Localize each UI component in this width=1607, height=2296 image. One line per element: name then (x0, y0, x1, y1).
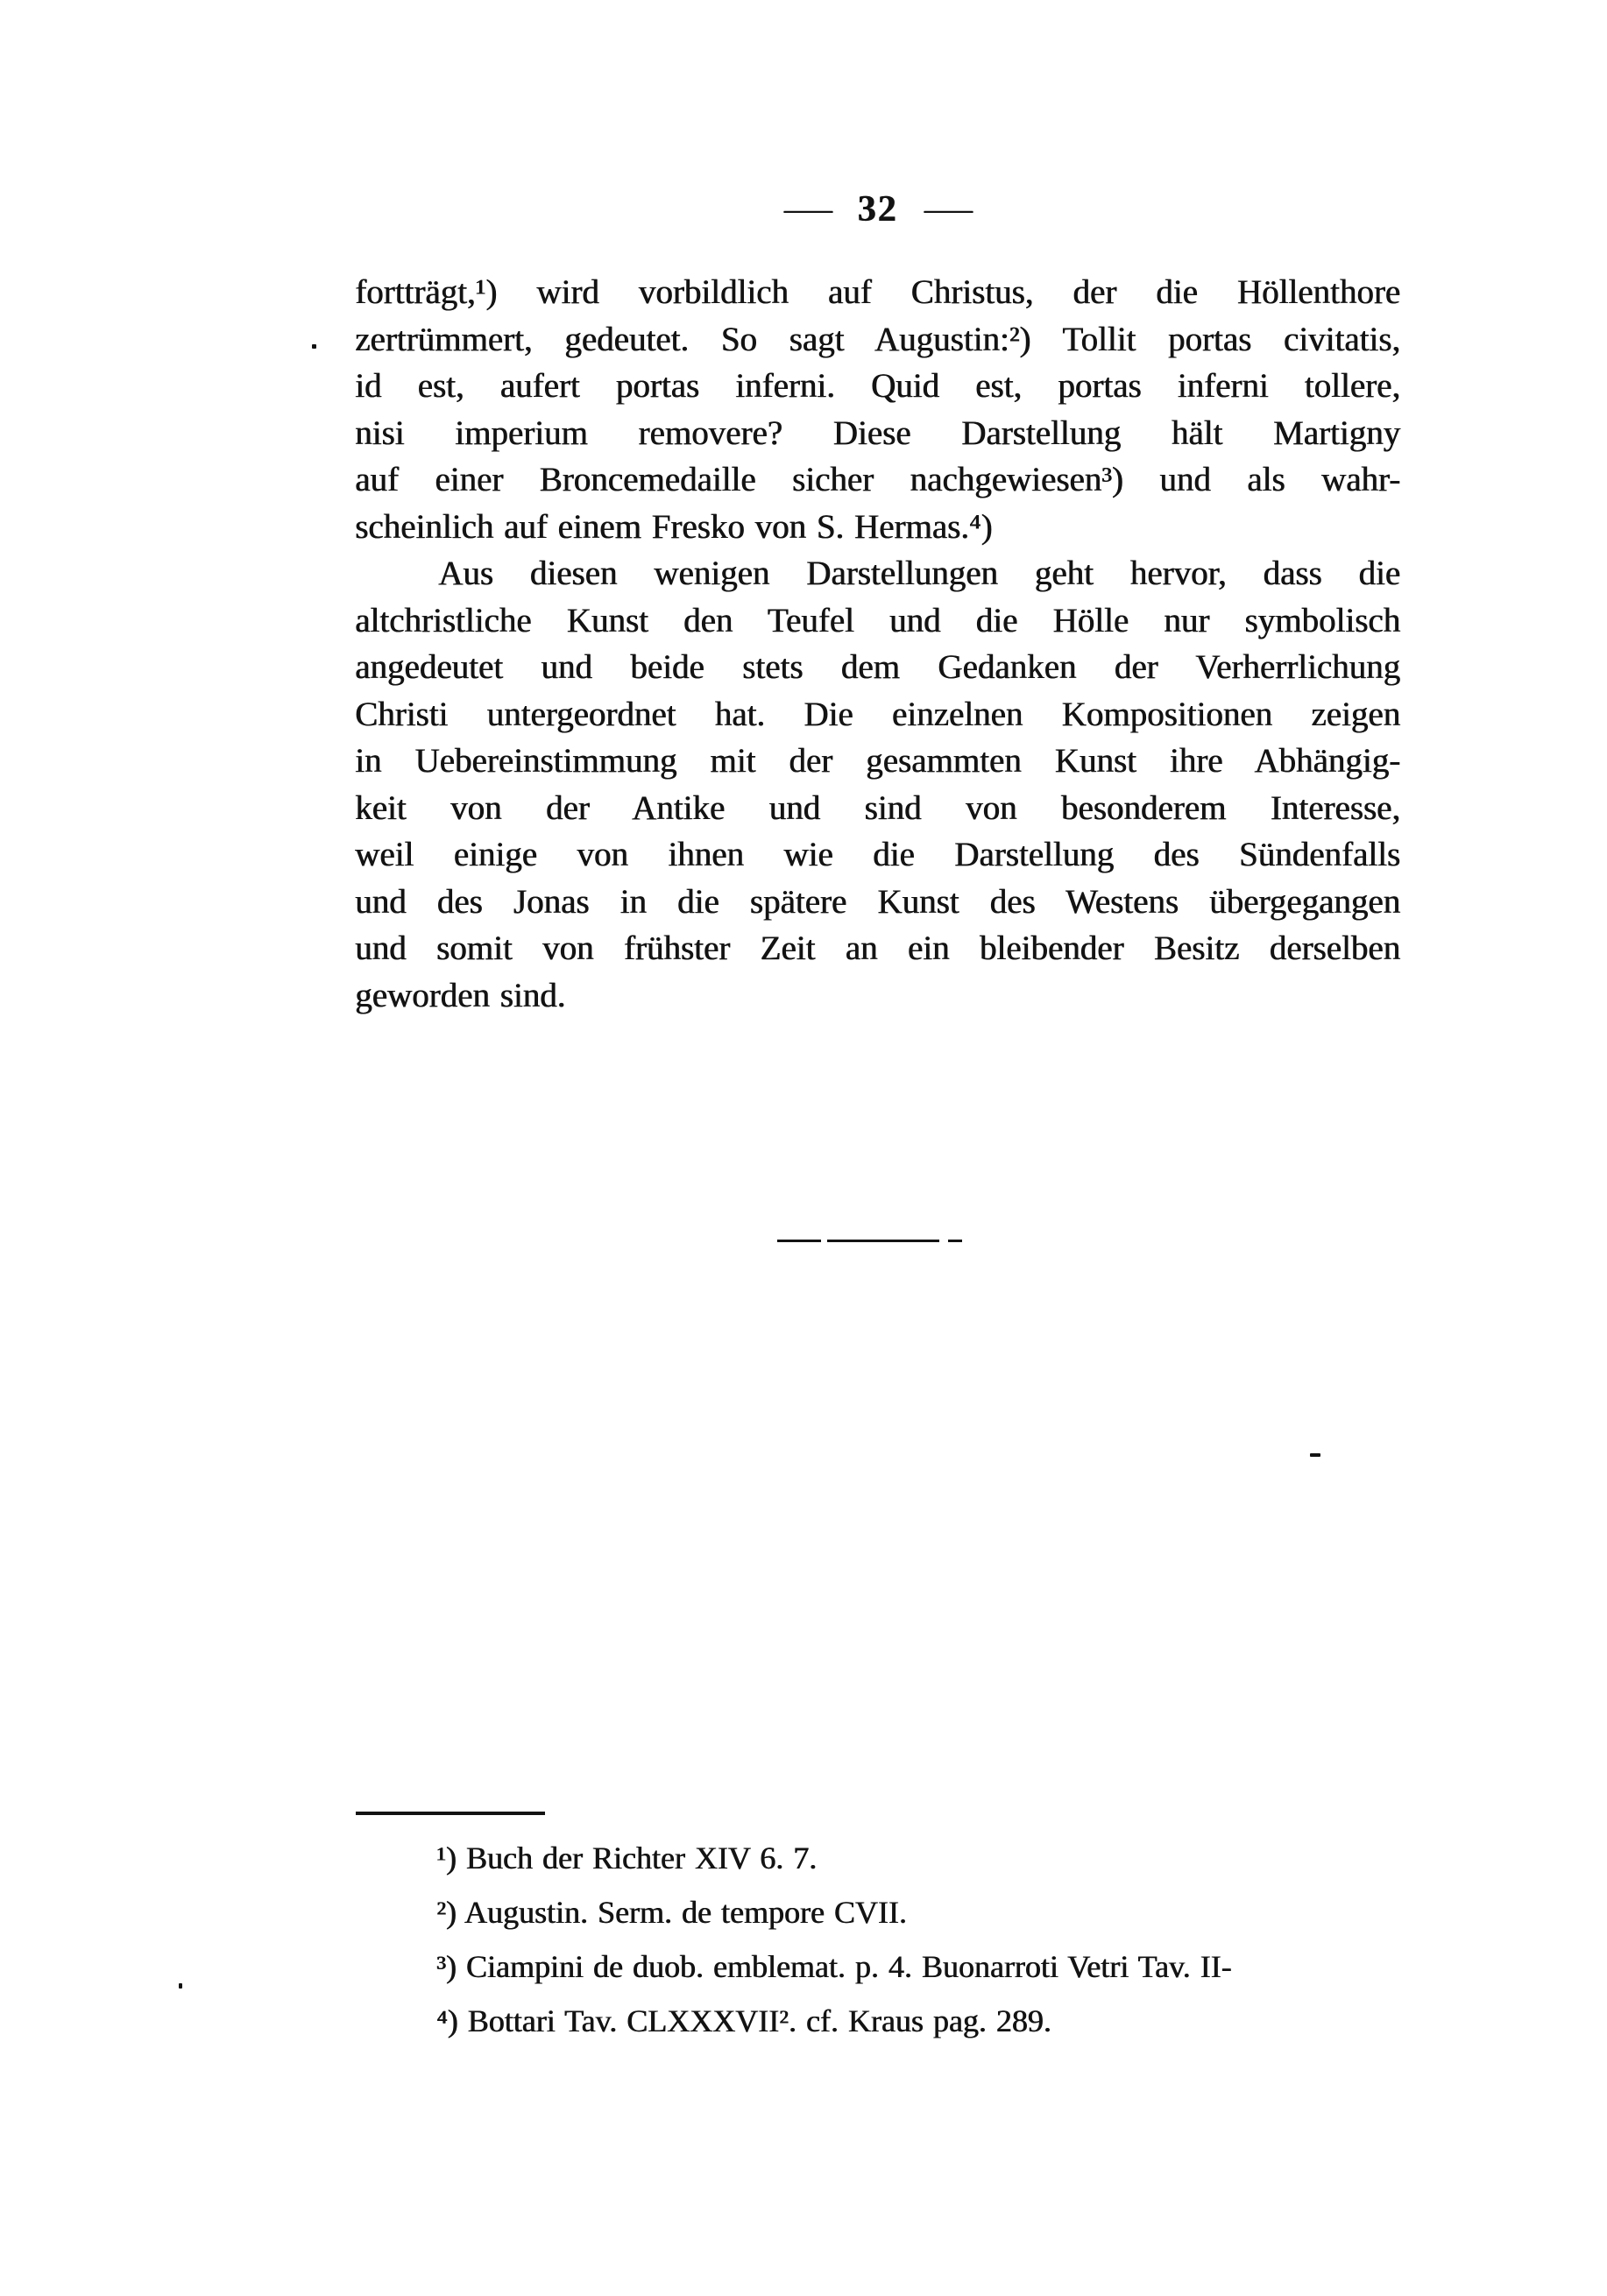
text-line: nisi imperium removere? Diese Darstellung hält Martigny (355, 413, 1400, 452)
text-line-paragraph-start: Aus diesen wenigen Darstellungen geht hervor, dass die (438, 555, 1400, 592)
text-line: weil einige von ihnen wie die Darstellung des Sündenfalls (355, 836, 1400, 873)
page-number-left-dash: — (783, 189, 832, 230)
ink-speck (1310, 1453, 1320, 1457)
text-line: altchristliche Kunst den Teufel und die Hölle nur symbolisch (355, 601, 1400, 639)
text-line-paragraph-end: scheinlich auf einem Fresko von S. Hermas.⁴) (355, 507, 993, 546)
text-line: fortträgt,¹) wird vorbildlich auf Christus, der die Höllenthore (355, 273, 1400, 311)
body-text (355, 269, 1400, 1019)
ink-speck (179, 1983, 182, 1989)
text-line: Christi untergeordnet hat. Die einzelnen Kompositionen zeigen (355, 695, 1400, 733)
text-line: und des Jonas in die spätere Kunst des Westens übergegangen (355, 882, 1400, 921)
footnote-item: ⁴) Bottari Tav. CLXXXVII². cf. Kraus pag. 289. (436, 2003, 1051, 2038)
divider-segment (827, 1240, 939, 1242)
page-number-right-dash: — (924, 189, 972, 230)
page-header (355, 189, 1400, 230)
text-line: auf einer Broncemedaille sicher nachgewiesen³) und als wahr- (355, 461, 1400, 498)
divider-segment (948, 1240, 962, 1242)
divider-segment (777, 1240, 821, 1242)
section-divider (777, 1239, 962, 1242)
text-line: id est, aufert portas inferni. Quid est, portas inferni tollere, (355, 367, 1400, 405)
text-line-paragraph-end: geworden sind. (355, 976, 566, 1014)
text-line: in Uebereinstimmung mit der gesammten Kunst ihre Abhängig- (355, 742, 1400, 780)
text-line: keit von der Antike und sind von besonderem Interesse, (355, 788, 1400, 827)
footnote-rule (356, 1812, 545, 1815)
page-number: 32 (857, 189, 898, 230)
text-line: angedeutet und beide stets dem Gedanken der Verherrlichung (355, 648, 1400, 686)
footnotes (436, 1831, 1426, 2048)
text-line: zertrümmert, gedeutet. So sagt Augustin:²) Tollit portas civitatis, (355, 320, 1400, 358)
footnote-item: ²) Augustin. Serm. de tempore CVII. (436, 1895, 907, 1930)
text-line: und somit von frühster Zeit an ein bleibender Besitz derselben (355, 929, 1400, 967)
ink-speck (312, 344, 316, 349)
footnote-item: ³) Ciampini de duob. emblemat. p. 4. Buonarroti Vetri Tav. II- (436, 1949, 1232, 1984)
footnote-item: ¹) Buch der Richter XIV 6. 7. (436, 1840, 818, 1876)
